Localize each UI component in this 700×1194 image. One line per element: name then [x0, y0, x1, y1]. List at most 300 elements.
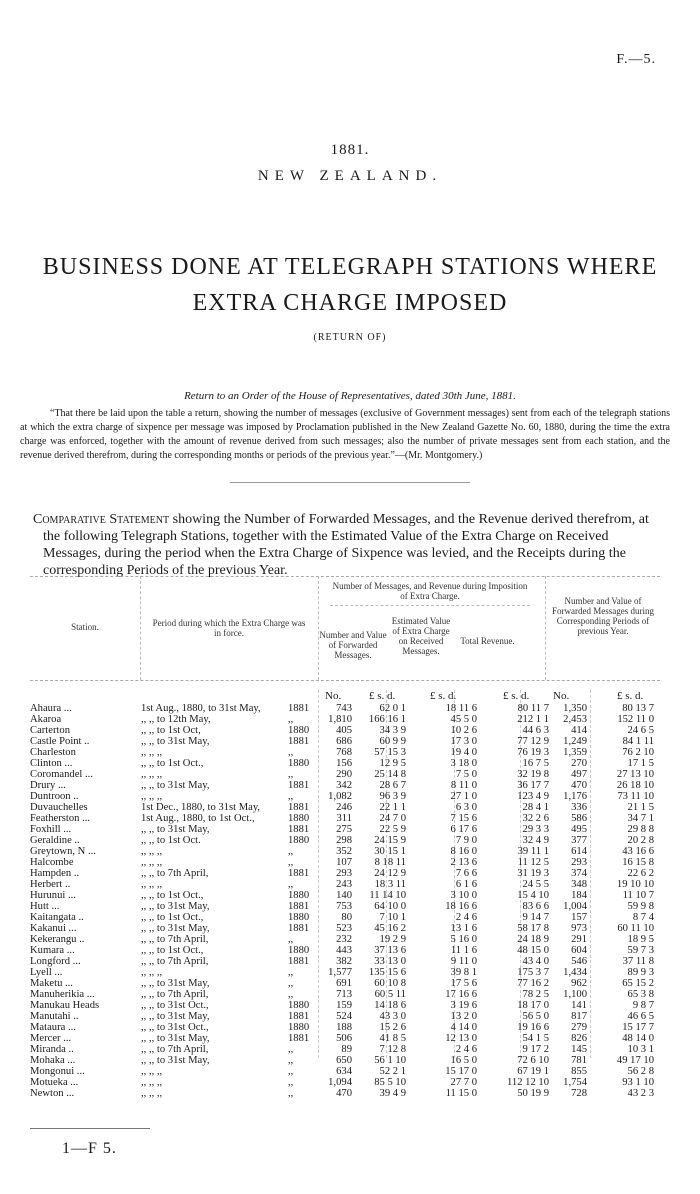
estimated-value-cell: 12 13 0	[445, 1033, 477, 1044]
previous-count-cell: 374	[571, 868, 587, 879]
messages-count-cell: 1,094	[328, 1077, 352, 1088]
messages-count-cell: 1,810	[328, 714, 352, 725]
station-cell: Kekerangu ..	[30, 934, 85, 945]
total-revenue-cell: 32 4 9	[522, 835, 549, 846]
previous-count-cell: 1,350	[563, 703, 587, 714]
period-cell: ,, ,, ,,	[141, 967, 163, 978]
station-cell: Ahaura ...	[30, 703, 72, 714]
total-revenue-cell: 48 15 0	[517, 945, 549, 956]
previous-value-cell: 29 8 8	[627, 824, 654, 835]
estimated-value-cell: 9 11 0	[450, 956, 477, 967]
forwarded-value-cell: 8 18 11	[374, 857, 406, 868]
estimated-value-cell: 6 1 6	[455, 879, 477, 890]
messages-count-cell: 713	[336, 989, 352, 1000]
statement-lead: Comparative Statement	[33, 512, 170, 527]
previous-count-cell: 614	[571, 846, 587, 857]
messages-count-cell: 634	[336, 1066, 352, 1077]
year-cell: 1880	[288, 1000, 310, 1011]
estimated-value-cell: 13 1 6	[450, 923, 477, 934]
previous-count-cell: 826	[571, 1033, 587, 1044]
period-cell: ,, ,, ,,	[141, 769, 163, 780]
station-cell: Manukau Heads	[30, 1000, 100, 1011]
station-cell: Featherston ...	[30, 813, 91, 824]
period-cell: ,, ,, to 31st May,	[141, 978, 210, 989]
previous-value-cell: 21 1 5	[627, 802, 654, 813]
forwarded-value-cell: 24 7 0	[379, 813, 406, 824]
forwarded-value-cell: 25 14 8	[374, 769, 406, 780]
total-revenue-cell: 29 3 3	[522, 824, 549, 835]
table-row	[30, 868, 660, 879]
order-of-house: Return to an Order of the House of Representatives, dated 30th June, 1881.	[184, 390, 516, 402]
year-cell: 1880	[288, 758, 310, 769]
total-revenue-cell: 9 17 2	[522, 1044, 549, 1055]
year-cell: ,,	[288, 714, 294, 725]
previous-value-cell: 43 16 6	[622, 846, 654, 857]
year-heading: 1881.	[330, 142, 370, 158]
table-row	[30, 846, 660, 857]
station-cell: Newton ...	[30, 1088, 75, 1099]
table-row	[30, 824, 660, 835]
table-row	[30, 1000, 660, 1011]
year-cell: ,,	[288, 1044, 294, 1055]
previous-count-cell: 728	[571, 1088, 587, 1099]
previous-value-cell: 73 11 10	[617, 791, 654, 802]
estimated-value-cell: 17 5 6	[450, 978, 477, 989]
previous-value-cell: 48 14 0	[622, 1033, 654, 1044]
previous-value-cell: 49 17 10	[616, 1055, 654, 1066]
forwarded-value-cell: 39 4 9	[379, 1088, 406, 1099]
year-cell: 1881	[288, 780, 310, 791]
previous-value-cell: 11 10 7	[622, 890, 654, 901]
document-title-line-1: BUSINESS DONE AT TELEGRAPH STATIONS WHERE	[42, 254, 658, 280]
total-revenue-cell: 78 2 5	[522, 989, 549, 1000]
station-cell: Charleston	[30, 747, 76, 758]
table-row	[30, 835, 660, 846]
total-revenue-cell: 212 1 1	[517, 714, 549, 725]
station-cell: Clinton ...	[30, 758, 73, 769]
estimated-value-cell: 11 15 0	[445, 1088, 477, 1099]
page-reference: F.—5.	[616, 52, 656, 67]
year-cell: ,,	[288, 747, 294, 758]
period-cell: ,, ,, to 1st Oct.,	[141, 890, 204, 901]
footer-rule	[30, 1128, 150, 1129]
period-cell: ,, ,, ,,	[141, 1077, 163, 1088]
previous-count-cell: 586	[571, 813, 587, 824]
station-cell: Halcombe	[30, 857, 74, 868]
forwarded-value-cell: 22 5 9	[379, 824, 406, 835]
previous-value-cell: 22 6 2	[627, 868, 654, 879]
table-row	[30, 934, 660, 945]
messages-count-cell: 188	[336, 1022, 352, 1033]
station-cell: Duvauchelles	[30, 802, 88, 813]
total-revenue-cell: 54 1 5	[522, 1033, 549, 1044]
station-cell: Hurunui ...	[30, 890, 76, 901]
forwarded-value-cell: 52 2 1	[379, 1066, 406, 1077]
estimated-value-cell: 7 9 0	[455, 835, 477, 846]
previous-value-cell: 37 11 8	[622, 956, 654, 967]
estimated-value-cell: 13 2 0	[450, 1011, 477, 1022]
table-row	[30, 1033, 660, 1044]
estimated-value-cell: 7 15 6	[450, 813, 477, 824]
year-cell: ,,	[288, 934, 294, 945]
forwarded-value-cell: 37 13 6	[374, 945, 406, 956]
messages-count-cell: 246	[336, 802, 352, 813]
estimated-value-cell: 3 10 0	[450, 890, 477, 901]
year-cell: 1881	[288, 1011, 310, 1022]
forwarded-value-cell: 19 2 9	[379, 934, 406, 945]
year-cell: ,,	[288, 978, 294, 989]
period-cell: ,, ,, to 1st Oct.,	[141, 945, 204, 956]
period-cell: ,, ,, to 7th April,	[141, 868, 209, 879]
estimated-value-cell: 7 5 0	[455, 769, 477, 780]
messages-count-cell: 405	[336, 725, 352, 736]
header-estimated: Estimated Value of Extra Charge on Received Messages.	[391, 616, 451, 656]
year-cell: ,,	[288, 791, 294, 802]
forwarded-value-cell: 24 12 9	[374, 868, 406, 879]
total-revenue-cell: 19 16 6	[517, 1022, 549, 1033]
previous-value-cell: 43 2 3	[627, 1088, 654, 1099]
station-cell: Motueka ...	[30, 1077, 79, 1088]
table-row	[30, 747, 660, 758]
period-cell: ,, ,, ,,	[141, 857, 163, 868]
station-cell: Hutt ...	[30, 901, 60, 912]
table-row	[30, 890, 660, 901]
year-cell: ,,	[288, 967, 294, 978]
table-row	[30, 1055, 660, 1066]
messages-count-cell: 470	[336, 1088, 352, 1099]
forwarded-value-cell: 135 15 6	[368, 967, 406, 978]
estimated-value-cell: 6 3 0	[455, 802, 477, 813]
messages-count-cell: 524	[336, 1011, 352, 1022]
previous-count-cell: 293	[571, 857, 587, 868]
forwarded-value-cell: 41 8 5	[379, 1033, 406, 1044]
previous-count-cell: 270	[571, 758, 587, 769]
station-cell: Hampden ..	[30, 868, 80, 879]
previous-count-cell: 817	[571, 1011, 587, 1022]
previous-count-cell: 1,434	[563, 967, 587, 978]
estimated-value-cell: 18 16 6	[445, 901, 477, 912]
table-row	[30, 912, 660, 923]
table-row	[30, 989, 660, 1000]
previous-value-cell: 89 9 3	[627, 967, 654, 978]
total-revenue-cell: 56 5 0	[522, 1011, 549, 1022]
table-row	[30, 978, 660, 989]
header-period: Period during which the Extra Charge was in force.	[152, 618, 306, 638]
period-cell: ,, ,, to 1st Oct,	[141, 725, 201, 736]
messages-count-cell: 290	[336, 769, 352, 780]
total-revenue-cell: 31 19 3	[517, 868, 549, 879]
messages-count-cell: 768	[336, 747, 352, 758]
previous-value-cell: 59 9 8	[627, 901, 654, 912]
previous-value-cell: 65 15 2	[622, 978, 654, 989]
total-revenue-cell: 32 2 6	[522, 813, 549, 824]
previous-value-cell: 65 3 8	[627, 989, 654, 1000]
table-row	[30, 1011, 660, 1022]
messages-count-cell: 1,577	[328, 967, 352, 978]
period-cell: ,, ,, to 31st May,	[141, 923, 210, 934]
station-cell: Drury ...	[30, 780, 66, 791]
comparative-statement	[33, 511, 663, 579]
total-revenue-cell: 83 6 6	[522, 901, 549, 912]
forwarded-value-cell: 85 5 10	[374, 1077, 406, 1088]
station-cell: Mercer ...	[30, 1033, 72, 1044]
previous-value-cell: 152 11 0	[617, 714, 654, 725]
previous-count-cell: 497	[571, 769, 587, 780]
statement-text: showing the Number of Forwarded Messages, and the Revenue derived therefrom, at the following Telegraph Stations, together with the Estimated Value of the Extra Charge on Received Messages, during the period when the Extra Charge of Sixpence was levied, and the Receipts during the corresponding Periods of the previous Year.	[43, 512, 649, 578]
previous-count-cell: 855	[571, 1066, 587, 1077]
station-cell: Mongonui ...	[30, 1066, 85, 1077]
year-cell: 1880	[288, 1022, 310, 1033]
station-cell: Maketu ...	[30, 978, 73, 989]
year-cell: 1881	[288, 923, 310, 934]
period-cell: 1st Dec., 1880, to 31st May,	[141, 802, 261, 813]
previous-value-cell: 17 1 5	[627, 758, 654, 769]
forwarded-value-cell: 18 3 11	[374, 879, 406, 890]
estimated-value-cell: 2 13 6	[450, 857, 477, 868]
forwarded-value-cell: 43 3 0	[379, 1011, 406, 1022]
year-cell: 1881	[288, 1033, 310, 1044]
previous-value-cell: 27 13 10	[616, 769, 654, 780]
previous-value-cell: 46 6 5	[627, 1011, 654, 1022]
forwarded-value-cell: 24 15 9	[374, 835, 406, 846]
table-header-top-rule	[30, 576, 660, 577]
estimated-value-cell: 4 14 0	[450, 1022, 477, 1033]
estimated-value-cell: 18 11 6	[445, 703, 477, 714]
messages-count-cell: 107	[336, 857, 352, 868]
year-cell: 1881	[288, 824, 310, 835]
forwarded-value-cell: 7 12 8	[379, 1044, 406, 1055]
total-revenue-cell: 72 6 10	[517, 1055, 549, 1066]
forwarded-value-cell: 64 10 0	[374, 901, 406, 912]
table-row	[30, 879, 660, 890]
total-revenue-cell: 28 4 1	[522, 802, 549, 813]
station-cell: Foxhill ...	[30, 824, 72, 835]
header-previous-year: Number and Value of Forwarded Messages during Corresponding Periods of previous Year.	[552, 596, 654, 636]
estimated-value-cell: 45 5 0	[450, 714, 477, 725]
station-cell: Coromandel ...	[30, 769, 93, 780]
period-cell: ,, ,, to 7th April,	[141, 934, 209, 945]
messages-count-cell: 275	[336, 824, 352, 835]
total-revenue-cell: 112 12 10	[507, 1077, 549, 1088]
period-cell: ,, ,, ,,	[141, 879, 163, 890]
footer-signature: 1—F 5.	[62, 1140, 117, 1157]
previous-count-cell: 2,453	[563, 714, 587, 725]
previous-count-cell: 414	[571, 725, 587, 736]
divider	[230, 482, 470, 483]
messages-count-cell: 140	[336, 890, 352, 901]
table-row	[30, 780, 660, 791]
header-station: Station.	[71, 622, 99, 632]
messages-count-cell: 523	[336, 923, 352, 934]
forwarded-value-cell: 60 5 11	[374, 989, 406, 1000]
forwarded-value-cell: 30 15 1	[374, 846, 406, 857]
period-cell: ,, ,, to 31st May,	[141, 736, 210, 747]
station-cell: Herbert ..	[30, 879, 71, 890]
estimated-value-cell: 27 7 0	[450, 1077, 477, 1088]
period-cell: ,, ,, to 31st May,	[141, 1011, 210, 1022]
period-cell: ,, ,, to 31st May,	[141, 824, 210, 835]
previous-count-cell: 145	[571, 1044, 587, 1055]
year-cell: ,,	[288, 769, 294, 780]
station-cell: Mohaka ...	[30, 1055, 76, 1066]
year-cell: 1880	[288, 835, 310, 846]
estimated-value-cell: 16 5 0	[450, 1055, 477, 1066]
station-cell: Longford ...	[30, 956, 81, 967]
previous-count-cell: 1,176	[563, 791, 587, 802]
table-row	[30, 956, 660, 967]
forwarded-value-cell: 12 9 5	[379, 758, 406, 769]
forwarded-value-cell: 60 10 8	[374, 978, 406, 989]
total-revenue-cell: 24 5 5	[522, 879, 549, 890]
previous-count-cell: 546	[571, 956, 587, 967]
year-cell: 1881	[288, 901, 310, 912]
previous-count-cell: 470	[571, 780, 587, 791]
year-cell: 1880	[288, 890, 310, 901]
messages-count-cell: 80	[341, 912, 352, 923]
estimated-value-cell: 39 8 1	[450, 967, 477, 978]
table-header-bottom-rule	[30, 680, 660, 681]
station-cell: Miranda ..	[30, 1044, 74, 1055]
unit-total-lsd: £ s. d.	[503, 690, 530, 702]
year-cell: ,,	[288, 1066, 294, 1077]
table-row	[30, 1044, 660, 1055]
year-cell: 1881	[288, 956, 310, 967]
year-cell: ,,	[288, 1055, 294, 1066]
previous-count-cell: 973	[571, 923, 587, 934]
previous-value-cell: 84 1 11	[622, 736, 654, 747]
forwarded-value-cell: 56 1 10	[374, 1055, 406, 1066]
total-revenue-cell: 32 19 8	[517, 769, 549, 780]
header-total: Total Revenue.	[460, 636, 515, 646]
previous-count-cell: 1,754	[563, 1077, 587, 1088]
header-column-divider	[318, 576, 319, 680]
estimated-value-cell: 7 6 6	[455, 868, 477, 879]
forwarded-value-cell: 33 13 0	[374, 956, 406, 967]
motion-quote: “That there be laid upon the table a return, showing the number of messages (exclusive of Government messages) sent from each of the telegraph stations at which the extra charge of sixpence per message was imposed by Proclamation published in the New Zealand Gazette No. 60, 1880, during the time the extra charge was enforced, together with the amount of revenue derived from such messages; also the number of private messages sent from each station, and the revenue derived therefrom, during the corresponding months or periods of the previous year.”—(Mr. Montgomery.)	[20, 408, 670, 461]
messages-count-cell: 382	[336, 956, 352, 967]
header-forwarded: Number and Value of Forwarded Messages.	[319, 630, 387, 660]
messages-count-cell: 443	[336, 945, 352, 956]
document-subtitle: (RETURN OF)	[313, 332, 387, 343]
total-revenue-cell: 76 19 3	[517, 747, 549, 758]
estimated-value-cell: 2 4 6	[455, 1044, 477, 1055]
table-row	[30, 714, 660, 725]
station-cell: Manuherikia ...	[30, 989, 95, 1000]
previous-count-cell: 336	[571, 802, 587, 813]
total-revenue-cell: 50 19 9	[517, 1088, 549, 1099]
period-cell: 1st Aug., 1880, to 1st Oct.,	[141, 813, 255, 824]
previous-value-cell: 18 9 5	[627, 934, 654, 945]
forwarded-value-cell: 14 18 6	[374, 1000, 406, 1011]
year-cell: ,,	[288, 1088, 294, 1099]
messages-count-cell: 650	[336, 1055, 352, 1066]
previous-value-cell: 56 2 8	[627, 1066, 654, 1077]
total-revenue-cell: 36 17 7	[517, 780, 549, 791]
year-cell: 1880	[288, 813, 310, 824]
station-cell: Manutahi ..	[30, 1011, 79, 1022]
table-row	[30, 967, 660, 978]
previous-count-cell: 291	[571, 934, 587, 945]
messages-count-cell: 311	[336, 813, 352, 824]
messages-count-cell: 1,082	[328, 791, 352, 802]
station-cell: Kakanui ...	[30, 923, 77, 934]
period-cell: ,, ,, to 1st Oct.,	[141, 758, 204, 769]
unit-forwarded-lsd: £ s. d.	[369, 690, 396, 702]
table-row	[30, 813, 660, 824]
estimated-value-cell: 17 16 6	[445, 989, 477, 1000]
station-cell: Mataura ...	[30, 1022, 76, 1033]
unit-previous-lsd: £ s. d.	[617, 690, 644, 702]
messages-count-cell: 232	[336, 934, 352, 945]
messages-count-cell: 159	[336, 1000, 352, 1011]
estimated-value-cell: 5 16 0	[450, 934, 477, 945]
total-revenue-cell: 11 12 5	[517, 857, 549, 868]
estimated-value-cell: 19 4 0	[450, 747, 477, 758]
messages-count-cell: 506	[336, 1033, 352, 1044]
forwarded-value-cell: 11 14 10	[369, 890, 406, 901]
period-cell: ,, ,, to 31st May,	[141, 901, 210, 912]
station-cell: Carterton	[30, 725, 71, 736]
year-cell: 1880	[288, 912, 310, 923]
total-revenue-cell: 15 4 10	[517, 890, 549, 901]
previous-value-cell: 34 7 1	[627, 813, 654, 824]
header-column-divider	[545, 576, 546, 680]
total-revenue-cell: 39 11 1	[517, 846, 549, 857]
estimated-value-cell: 10 2 6	[450, 725, 477, 736]
period-cell: 1st Aug., 1880, to 31st May,	[141, 703, 261, 714]
period-cell: ,, ,, to 12th May,	[141, 714, 211, 725]
table-row	[30, 1088, 660, 1099]
period-cell: ,, ,, to 1st Oct.,	[141, 912, 204, 923]
messages-count-cell: 352	[336, 846, 352, 857]
previous-value-cell: 80 13 7	[622, 703, 654, 714]
year-cell: ,,	[288, 1077, 294, 1088]
year-cell: 1881	[288, 802, 310, 813]
table-body	[30, 703, 660, 1099]
estimated-value-cell: 3 18 0	[450, 758, 477, 769]
period-cell: ,, ,, to 31st May,	[141, 1033, 210, 1044]
total-revenue-cell: 44 6 3	[522, 725, 549, 736]
table-row	[30, 901, 660, 912]
previous-value-cell: 20 2 8	[627, 835, 654, 846]
period-cell: ,, ,, to 1st Oct.	[141, 835, 201, 846]
table-row	[30, 758, 660, 769]
total-revenue-cell: 58 17 8	[517, 923, 549, 934]
period-cell: ,, ,, ,,	[141, 747, 163, 758]
station-cell: Duntroon ..	[30, 791, 79, 802]
previous-value-cell: 16 15 8	[622, 857, 654, 868]
year-cell: ,,	[288, 879, 294, 890]
period-cell: ,, ,, to 31st May,	[141, 780, 210, 791]
messages-count-cell: 342	[336, 780, 352, 791]
unit-previous-no: No.	[553, 690, 570, 702]
estimated-value-cell: 11 1 6	[450, 945, 477, 956]
period-cell: ,, ,, ,,	[141, 846, 163, 857]
previous-value-cell: 93 1 10	[622, 1077, 654, 1088]
total-revenue-cell: 175 3 7	[517, 967, 549, 978]
previous-value-cell: 24 6 5	[627, 725, 654, 736]
station-cell: Lyell ...	[30, 967, 63, 978]
forwarded-value-cell: 60 9 9	[379, 736, 406, 747]
forwarded-value-cell: 28 6 7	[379, 780, 406, 791]
previous-value-cell: 59 7 3	[627, 945, 654, 956]
table-row	[30, 1022, 660, 1033]
forwarded-value-cell: 166 16 1	[368, 714, 406, 725]
previous-count-cell: 781	[571, 1055, 587, 1066]
year-cell: 1880	[288, 945, 310, 956]
previous-count-cell: 962	[571, 978, 587, 989]
previous-count-cell: 1,249	[563, 736, 587, 747]
